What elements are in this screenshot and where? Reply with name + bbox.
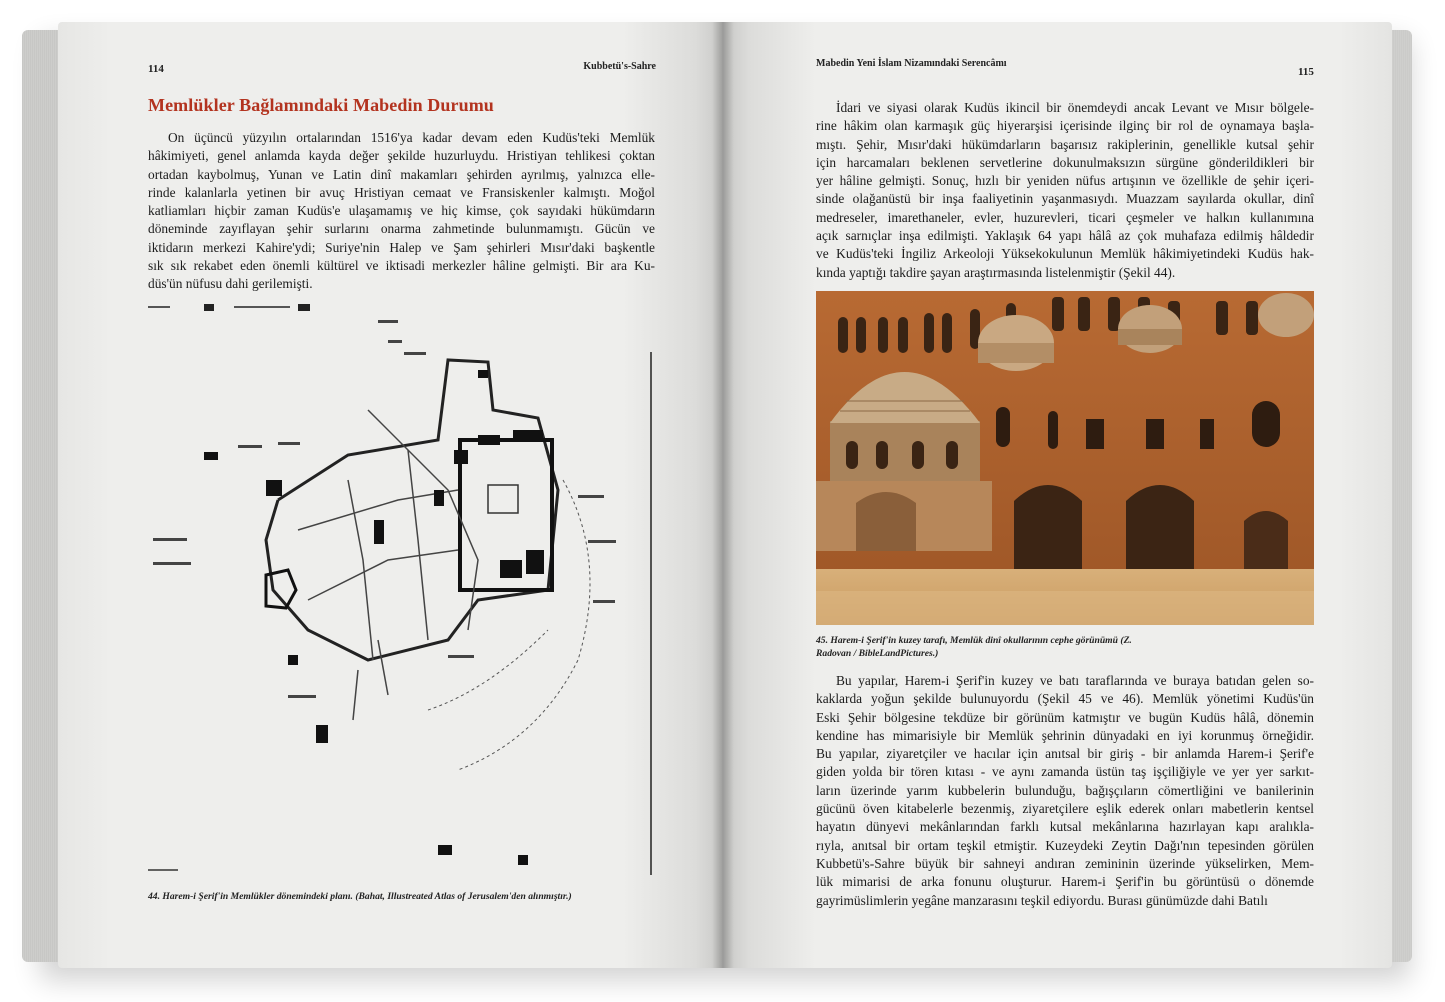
page-edges-right xyxy=(1390,30,1412,962)
left-running-head: Kubbetü's-Sahre xyxy=(583,61,656,72)
text-line: iktidarın merkezi Kahire'ydi; Suriye'nin Halep ve Şam şehirleri Mısır'daki başkentle xyxy=(148,239,655,255)
text-line: gayrimüslimlerin yegâne manzarasını teşkil ediyordu. Burası günümüzde dahi Batılı xyxy=(816,892,1268,908)
text-line: İdari ve siyasi olarak Kudüs ikincil bir önemdeydi ancak Levant ve Mısır bölgele- xyxy=(836,100,1314,115)
text-line: ortadan kaybolmuş, Yunan ve Latin dinî makamları şehirden ayrılmış, yalnızca elle- xyxy=(148,166,655,182)
text-line: rine hâkim olan karmaşık güç hiyerarşisi içerisinde ilginç bir rol de oynamaya başla- xyxy=(816,118,1314,134)
text-line: kında yaptığı takdire şayan araştırmasında listelenmiştir (Şekil 44). xyxy=(816,264,1176,280)
caption-line: 45. Harem-i Şerif'in kuzey tarafı, Memlük dinî okullarının cephe görünümü (Z. xyxy=(816,635,1132,646)
mamluk-facade-photo xyxy=(816,291,1314,625)
photo-illustration xyxy=(816,291,1314,625)
text-line: Bu yapılar, ziyaretçiler ve hacılar için anıtsal bir giriş - bir anlamda Harem-i Şerif'e xyxy=(816,746,1314,762)
text-line: sinde olağanüstü bir inşa faaliyetinin yaşanmasıydı. Muazzam sayılarda okullar, dinî xyxy=(816,191,1314,207)
text-line: Eski Şehir bölgesine tekdüze bir görünüm katmıştır ve bugün Kudüs hâlâ, dönemin xyxy=(816,709,1314,725)
caption-line: Radovan / BibleLandPictures.) xyxy=(816,648,939,659)
text-line: Kubbetü's-Sahre büyük bir sahneyi andıran zemininin üzerinde yükselirken, Mem- xyxy=(816,855,1314,871)
text-line: sık sık rekabet eden önemli kültürel ve iktisadi merkezler hâline gelmişti. Bir ara Ku- xyxy=(148,258,655,274)
photo-caption xyxy=(816,634,1314,660)
text-line: döneminde zayıflayan şehir surlarını onarma zahmetinde bulunmamıştı. Gücün ve xyxy=(148,221,655,237)
right-paragraph-1 xyxy=(816,99,1314,282)
text-line: hâkimiyeti, genel anlamda kayda değer şekilde huzurluydu. Hristiyan tehlikesi çoktan xyxy=(148,148,655,164)
right-running-head: Mabedin Yeni İslam Nizamındaki Serencâmı xyxy=(816,58,1007,69)
text-line: ve Kudüs'teki İngiliz Arkeoloji Yüksekokulunun Memlük hâkimiyetindeki Kudüs hak- xyxy=(816,246,1314,262)
book-spine xyxy=(712,22,734,968)
text-line: medreseler, imarethaneler, evler, huzurevleri, ticari çeşmeler ve halkın kullanımına xyxy=(816,209,1314,225)
section-title: Memlükler Bağlamındaki Mabedin Durumu xyxy=(148,95,494,115)
mamluk-plan-map xyxy=(148,300,658,880)
text-line: kaklarda yoğun şekilde bulunuyordu (Şekil 45 ve 46). Memlük yönetimi Kudüs'ün xyxy=(816,691,1314,707)
text-line: Bu yapılar, Harem-i Şerif'in kuzey ve batı taraflarında ve buraya batıdan gelen so- xyxy=(836,673,1314,688)
left-page-number: 114 xyxy=(148,63,164,75)
right-page-number: 115 xyxy=(1298,66,1314,78)
left-paragraph xyxy=(148,129,655,294)
map-caption: 44. Harem-i Şerif'in Memlükler dönemindeki planı. (Bahat, Illustreated Atlas of Jerusalem'den alınmıştır.) xyxy=(148,891,572,902)
right-paragraph-2 xyxy=(816,672,1314,910)
text-line: lük mimarisi de arka fonunu oluşturur. Harem-i Şerif'in bu görüntüsü o dönemde xyxy=(816,874,1314,890)
text-line: hayatın dünyevi mekânlarından farklı kutsal mekânlarına hazırlayan kapı aralıkla- xyxy=(816,819,1314,835)
text-line: rıyla, anıtsal bir ortam teşkil etmiştir. Kuzeydeki Zeytin Dağı'nın tepesinden görülen xyxy=(816,837,1314,853)
text-line: ların üzerinde yarım kubbelerin bulunduğu, bağışçıların cömertliğini ve banilerinin xyxy=(816,782,1314,798)
text-line: giden yolda bir tören kıtası - ve aynı zamanda üstün taş işçiliğiyle ve yer yer sarkıt- xyxy=(816,764,1314,780)
text-line: açık sarnıçlar inşa edilmişti. Yaklaşık 64 yapı hâlâ az çok muhafaza edilmiş hâldedir xyxy=(816,228,1314,244)
text-line: katliamları hiçbir zaman Kudüs'e ulaşamamış ve hiç kimse, çok sayıdaki hükümdarın xyxy=(148,203,655,219)
text-line: kendine has mimarisiyle bir Memlük şehrinin dünyadaki en iyi korunmuş örneğidir. xyxy=(816,727,1314,743)
text-line: rinde kalanlarla yetinen bir avuç Hristiyan cemaat ve Fransiskenler kalmıştı. Moğol xyxy=(148,184,655,200)
text-line: mıştı. Şehir, Mısır'daki hükümdarların başarısız rakiplerinin, genellikle kutsal şehir xyxy=(816,136,1314,152)
text-line: yer hâline gelmişti. Sonuç, hızlı bir yeniden nüfus artışının ve özellikle de şehir içeri- xyxy=(816,173,1314,189)
map-drawing xyxy=(148,300,658,880)
text-line: için harcamaları beklenen servetlerine dokunulmaksızın sürgüne gönderildikleri bir xyxy=(816,154,1314,170)
page-edges-left xyxy=(22,30,62,962)
text-line: düs'ün nüfusu dahi gerilemişti. xyxy=(148,276,313,292)
text-line: On üçüncü yüzyılın ortalarından 1516'ya kadar devam eden Kudüs'teki Memlük xyxy=(168,130,655,145)
text-line: gücünü öven kitabelerle bezenmiş, ziyaretçilere eşlik ederek onları mabetlerin kentsel xyxy=(816,801,1314,817)
